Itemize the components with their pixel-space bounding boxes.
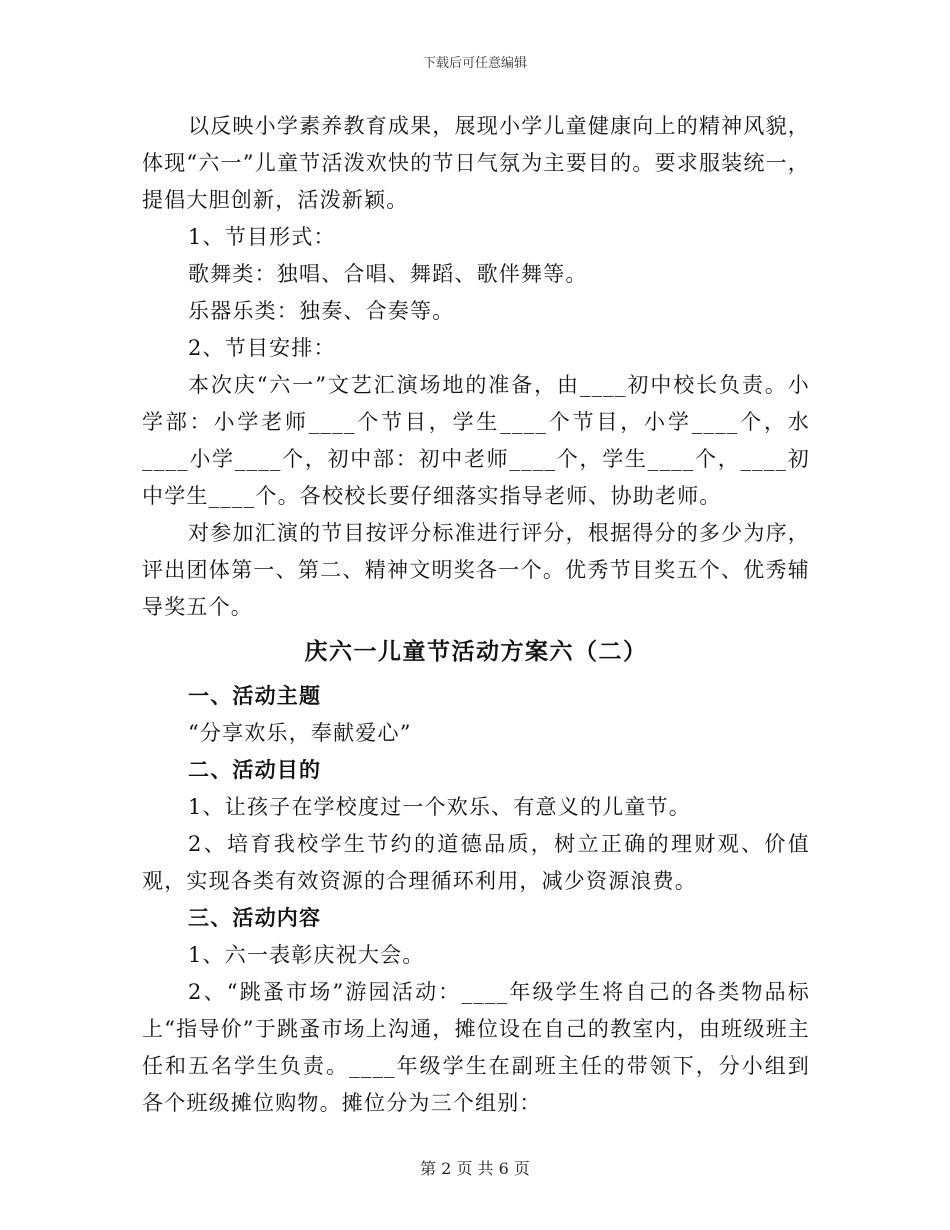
program-form-heading: 1、节目形式： — [188, 225, 336, 249]
evaluation-paragraph: 对参加汇演的节目按评分标准进行评分，根据得分的多少为序，评出团体第一、第二、精神文明奖各一个。优秀节目奖五个、优秀辅导奖五个。 — [142, 521, 810, 619]
purpose-item-2: 2、培育我校学生节约的道德品质，树立正确的理财观、价值观，实现各类有效资源的合理循环利用，减少资源浪费。 — [142, 832, 810, 893]
document-body — [142, 108, 810, 1122]
content-item-2: 2、“跳蚤市场”游园活动：____年级学生将自己的各类物品标上“指导价”于跳蚤市场上沟通，摊位设在自己的教室内，由班级班主任和五名学生负责。____年级学生在副班主任的带领下，分小组到各个班级摊位购物。摊位分为三个组别： — [142, 980, 810, 1115]
theme-text: “分享欢乐，奉献爱心” — [188, 721, 412, 745]
content-heading: 三、活动内容 — [188, 906, 322, 930]
theme-heading: 一、活动主题 — [188, 684, 322, 708]
intro-paragraph: 以反映小学素养教育成果，展现小学儿童健康向上的精神风貌，体现“六一”儿童节活泼欢快的节日气氛为主要目的。要求服装统一，提倡大胆创新，活泼新颖。 — [142, 114, 810, 212]
program-arrange-paragraph: 本次庆“六一”文艺汇演场地的准备，由____初中校长负责。小学部：小学老师____个节目，学生____个节目，小学____个，水____小学____个，初中部：初中老师____个，学生____个，____初中学生____个。各校校长要仔细落实指导老师、协助老师。 — [142, 373, 810, 508]
section-title: 庆六一儿童节活动方案六（二） — [304, 639, 648, 665]
program-arrange-heading: 2、节目安排： — [188, 336, 336, 360]
instrument-item: 乐器乐类：独奏、合奏等。 — [188, 299, 455, 323]
content-item-1: 1、六一表彰庆祝大会。 — [188, 943, 425, 967]
page-number: 第 2 页 共 6 页 — [420, 1159, 530, 1178]
purpose-heading: 二、活动目的 — [188, 758, 322, 782]
purpose-item-1: 1、让孩子在学校度过一个欢乐、有意义的儿童节。 — [188, 795, 691, 819]
header-note: 下载后可任意编辑 — [422, 56, 527, 71]
song-dance-item: 歌舞类：独唱、合唱、舞蹈、歌伴舞等。 — [188, 262, 588, 286]
